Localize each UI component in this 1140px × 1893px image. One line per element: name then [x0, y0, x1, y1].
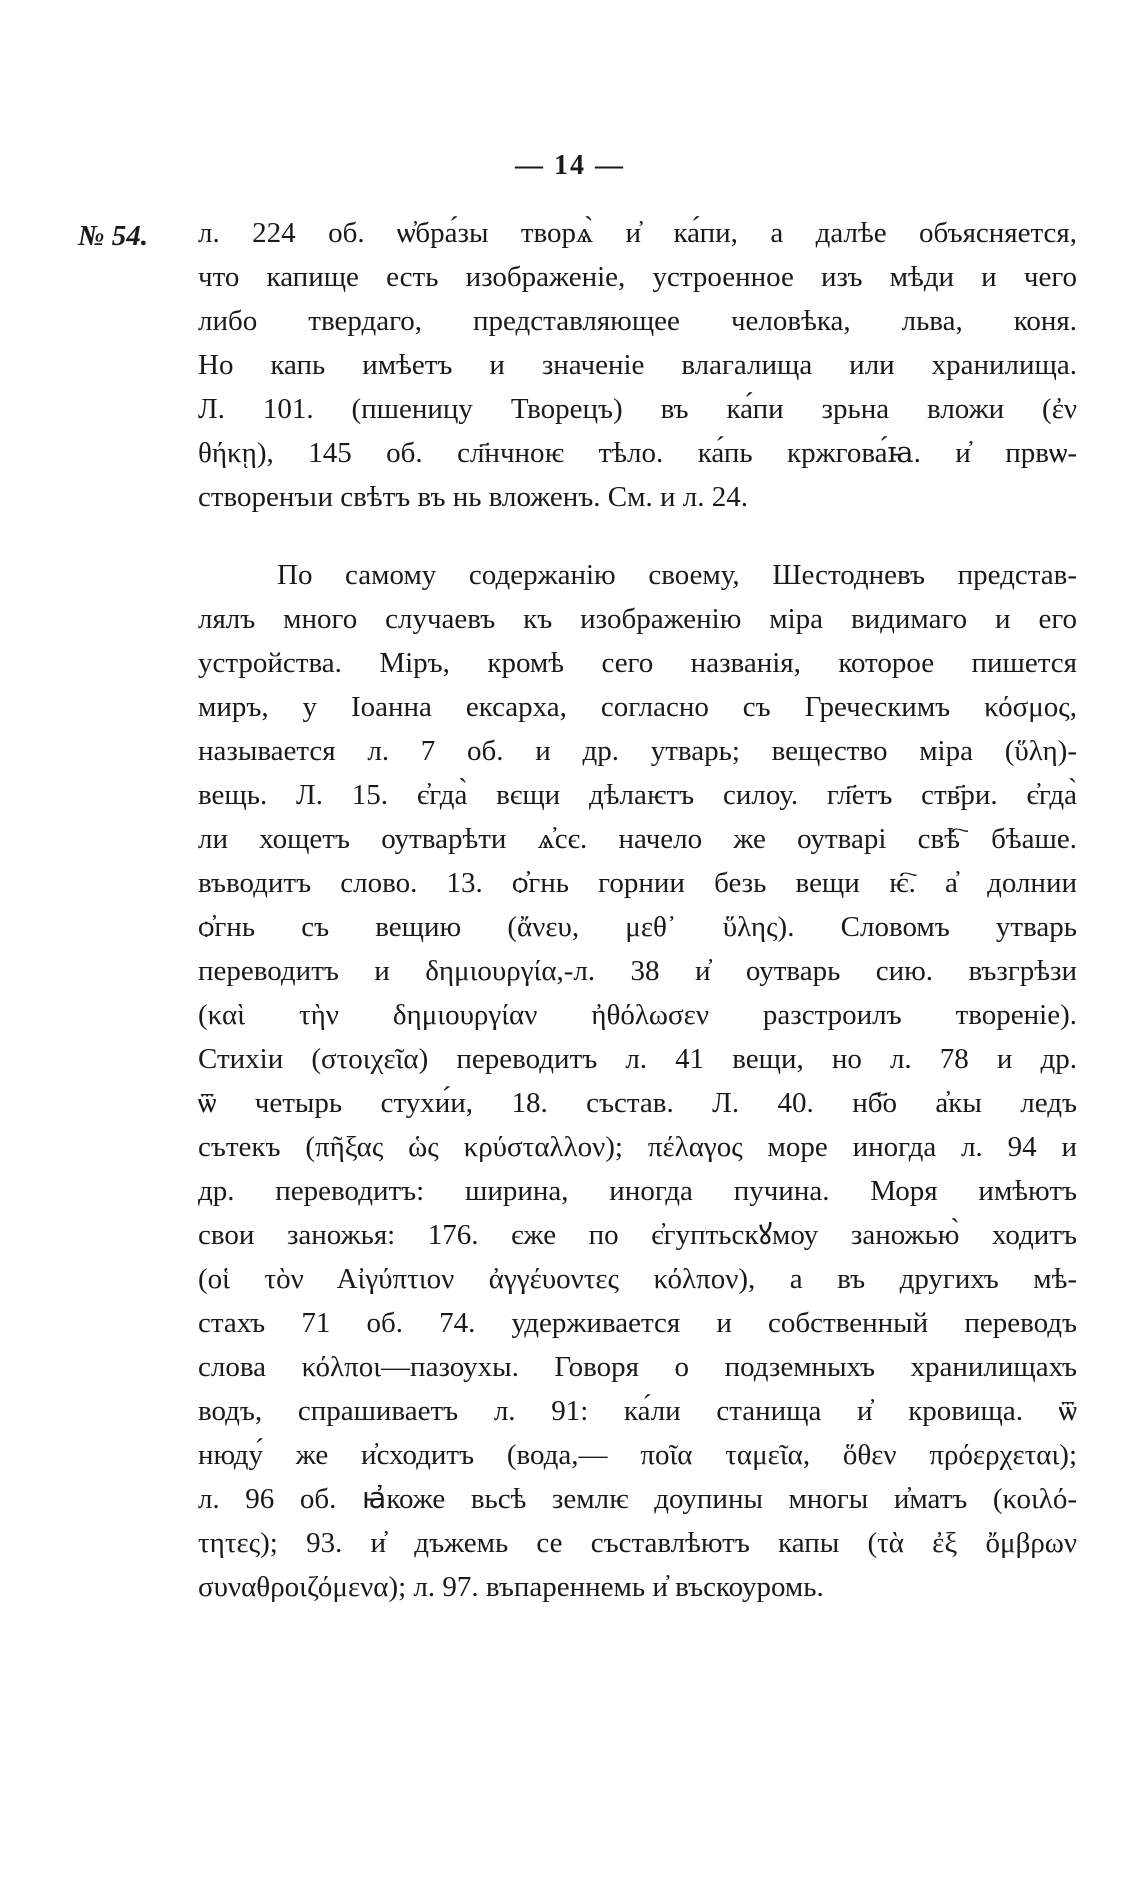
- text-line: устройства. Міръ, кромѣ сего названія, которое пишется: [198, 647, 1077, 679]
- text-line: миръ, у Іоанна ексарха, согласно съ Греческимъ κόσμος,: [198, 691, 1077, 723]
- text-line: συναθροιζόμενα); л. 97. въпареннемь и҆ въскоуромь.: [198, 1571, 824, 1603]
- entry-number: № 54.: [78, 220, 149, 252]
- text-line: л. 224 об. ѡ҆бра́зы творѧ̀ и҆ ка́пи, а далѣе объясняется,: [198, 217, 1077, 249]
- text-line: стахъ 71 об. 74. удерживается и собственный переводъ: [198, 1307, 1077, 1339]
- text-line: слова κόλποι—пазоухы. Говоря о подземныхъ хранилищахъ: [198, 1351, 1077, 1383]
- text-line: свои заножья: 176. єже по є҆гуптьскꙋмоу заножью̀ ходитъ: [198, 1219, 1077, 1251]
- text-line: переводитъ и δημιουργία,-л. 38 и҆ оутварь сию. възгрѣзи: [198, 955, 1077, 987]
- text-line: вещь. Л. 15. є҆гда̀ вєщи дѣлаѥтъ силоу. гл҃етъ ств҃ри. є҆гда̀: [198, 779, 1077, 811]
- text-line: лялъ много случаевъ къ изображенію міра видимаго и его: [198, 603, 1077, 635]
- text-line: л. 96 об. ꙗ҆коже вьсѣ землѥ доупины многы и҆матъ (κοιλό-: [198, 1483, 1077, 1515]
- text-line: τητες); 93. и҆ дъжемь се съставлѣютъ капы (τὰ ἐξ ὄμβρων: [198, 1527, 1077, 1559]
- text-line: По самому содержанію своему, Шестодневъ представ-: [277, 559, 1077, 591]
- text-line: что капище есть изображеніе, устроенное изъ мѣди и чего: [198, 261, 1077, 293]
- text-line: др. переводитъ: ширина, иногда пучина. Моря имѣютъ: [198, 1175, 1077, 1207]
- text-line: створенъıи свѣтъ въ нь вложенъ. См. и л. 24.: [198, 481, 748, 513]
- text-line: Л. 101. (пшеницу Творецъ) въ ка́пи зрьна вложи (ἐν: [198, 393, 1077, 425]
- text-line: въводитъ слово. 13. ѻ҆гнь горнии безь вещи ѥ҇. а҆ долнии: [198, 867, 1077, 899]
- text-line: называется л. 7 об. и др. утварь; вещество міра (ὕλη)-: [198, 735, 1077, 767]
- text-line: сътекъ (πῆξας ὡς κρύσταλλον); πέλαγος море иногда л. 94 и: [198, 1131, 1077, 1163]
- text-line: ѿ четырь стухи́и, 18. състав. Л. 40. нб҃о а҆кы ледъ: [198, 1087, 1077, 1119]
- text-line: Стихіи (στοιχεῖα) переводитъ л. 41 вещи, но л. 78 и др.: [198, 1043, 1077, 1075]
- text-line: нюду́ же и҆сходитъ (вода,— ποῖα ταμεῖα, ὅθεν πρόερχεται);: [198, 1439, 1077, 1471]
- page-number: — 14 —: [515, 150, 625, 181]
- text-line: водъ, спрашиваетъ л. 91: ка́ли станища и҆ кровища. ѿ: [198, 1395, 1077, 1427]
- text-line: Но капь имѣетъ и значеніе влагалища или хранилища.: [198, 349, 1077, 381]
- text-line: (καὶ τὴν δημιουργίαν ἠθόλωσεν разстроилъ твореніе).: [198, 999, 1077, 1031]
- text-line: (οἱ τὸν Αἰγύπτιον ἀγγέυοντες κόλπον), а въ другихъ мѣ-: [198, 1263, 1077, 1295]
- text-line: ли хощетъ оутварѣти ѧ҆сє. начело же оутварі свѣ҇ бѣаше.: [198, 823, 1077, 855]
- text-line: ѻ҆гнь съ вещию (ἄνευ, μεθ᾽ ὕλης). Словомъ утварь: [198, 911, 1077, 943]
- text-line: либо твердаго, представляющее человѣка, льва, коня.: [198, 305, 1077, 337]
- text-line: θήκῃ), 145 об. сл҃нчноѥ тѣло. ка́пь кржгова́ꙗ. и҆ првѡ-: [198, 437, 1077, 469]
